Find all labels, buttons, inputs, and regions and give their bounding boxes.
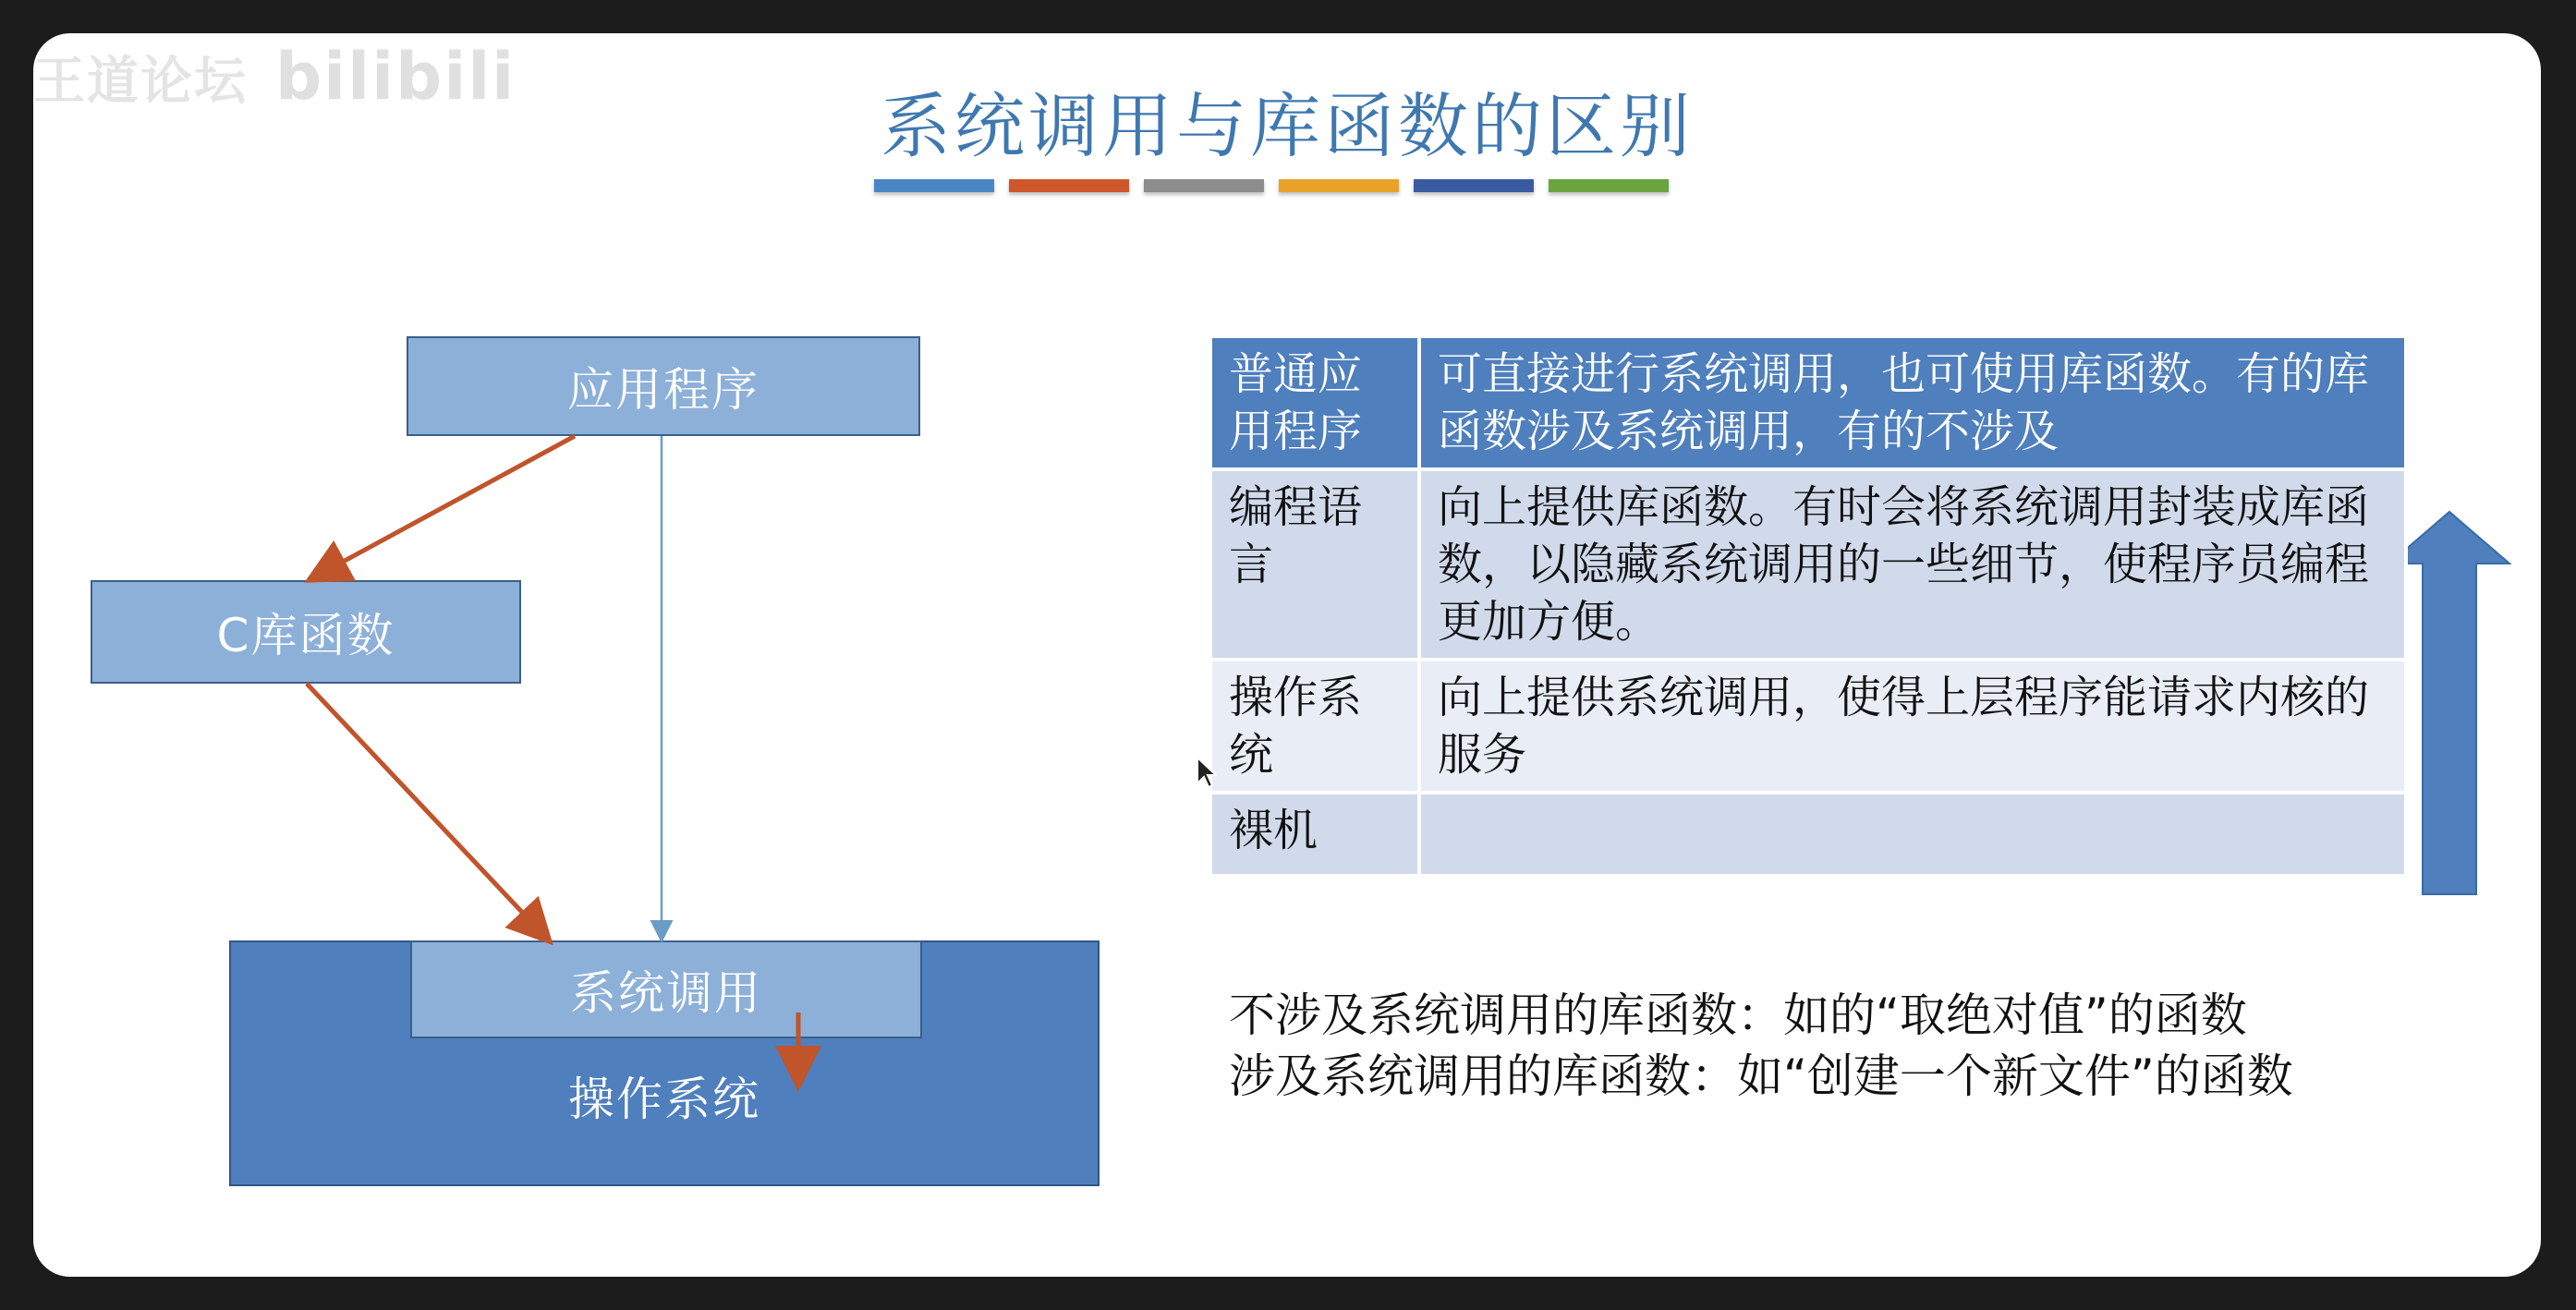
color-bar (1144, 179, 1264, 192)
slide-title: 系统调用与库函数的区别 (881, 85, 1694, 167)
row-label: 裸机 (1210, 793, 1419, 876)
color-bar (1414, 179, 1534, 192)
clib-label: C库函数 (216, 609, 395, 662)
color-bar (874, 179, 994, 192)
row-desc: 向上提供库函数。有时会将系统调用封装成库函数，以隐藏系统调用的一些细节，使程序员编程更加方便。 (1419, 469, 2406, 660)
row-label: 普通应用程序 (1210, 336, 1419, 469)
color-bar (1009, 179, 1129, 192)
row-desc (1419, 793, 2406, 876)
note-line: 不涉及系统调用的库函数：如的“取绝对值”的函数 (1229, 989, 2247, 1042)
row-desc: 向上提供系统调用，使得上层程序能请求内核的服务 (1419, 660, 2406, 793)
watermark-text: 王道论坛 (33, 52, 248, 112)
notes (1229, 985, 2293, 1107)
table-row (1210, 336, 2406, 469)
syscall-label: 系统调用 (570, 966, 762, 1020)
app-to-clib-arrow (312, 436, 575, 578)
clib-box (91, 580, 521, 684)
bilibili-logo: bilibili (275, 39, 516, 115)
title-color-bars (874, 179, 1669, 192)
clib-to-syscall-arrow (307, 684, 547, 939)
table-row (1210, 660, 2406, 793)
app-label: 应用程序 (567, 363, 759, 417)
color-bar (1549, 179, 1669, 192)
table-row (1210, 469, 2406, 660)
note-line: 涉及系统调用的库函数：如“创建一个新文件”的函数 (1229, 1049, 2293, 1103)
row-label: 操作系统 (1210, 660, 1419, 793)
mouse-cursor-icon (1196, 756, 1218, 789)
table-row (1210, 793, 2406, 876)
slide (33, 33, 2541, 1277)
row-desc: 可直接进行系统调用，也可使用库函数。有的库函数涉及系统调用，有的不涉及 (1419, 336, 2406, 469)
syscall-box (410, 940, 922, 1038)
color-bar (1279, 179, 1399, 192)
app-box (407, 336, 920, 436)
row-label: 编程语言 (1210, 469, 1419, 660)
layers-table (1209, 334, 2408, 878)
os-label: 操作系统 (568, 1073, 760, 1126)
